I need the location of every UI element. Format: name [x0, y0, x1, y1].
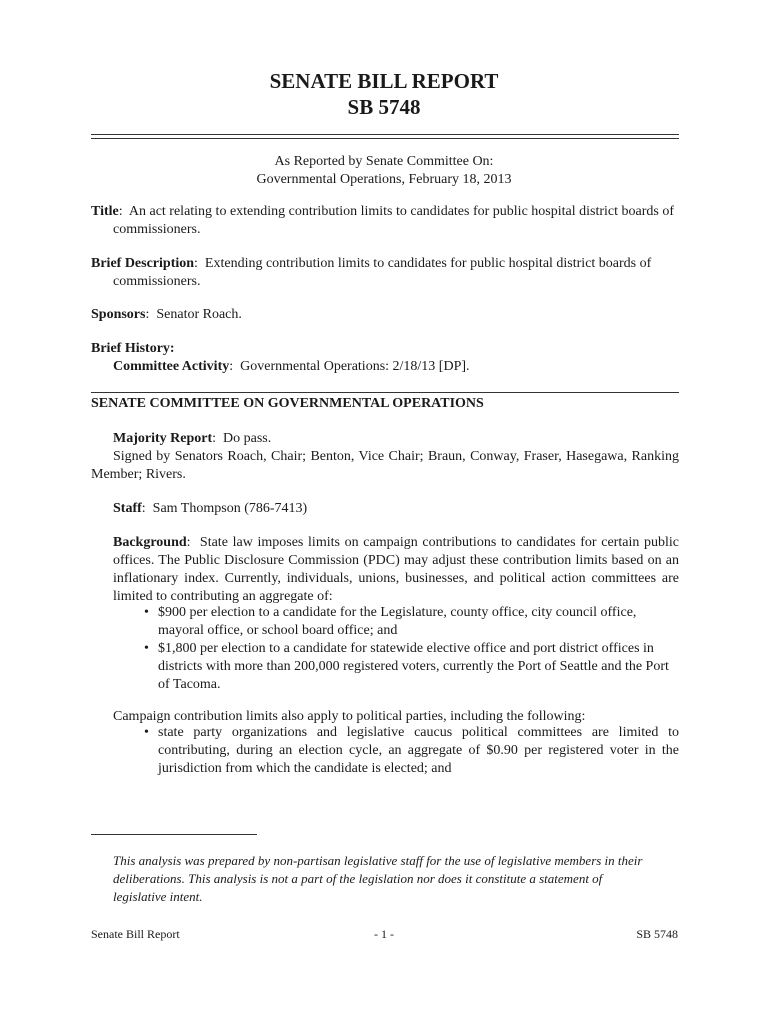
bullet-icon: •: [144, 725, 149, 740]
report-title: SENATE BILL REPORT: [269, 69, 499, 93]
title-field: Title: An act relating to extending contribution limits to candidates for public hospital district boards of commissioners.: [91, 204, 674, 237]
list-item: [137, 604, 679, 640]
footnote-separator: [91, 834, 257, 835]
signed-by: Signed by Senators Roach, Chair; Benton, Vice Chair; Braun, Conway, Fraser, Hasegawa, Ranking Member; Rivers.: [91, 449, 679, 482]
committee-activity-text: Governmental Operations: 2/18/13 [DP].: [240, 359, 470, 374]
list-item: [137, 640, 679, 694]
title-label: Title: [91, 204, 119, 219]
majority-report-label: Majority Report: [113, 431, 213, 446]
parties-intro: Campaign contribution limits also apply to political parties, including the following:: [113, 709, 586, 724]
reported-by-line: As Reported by Senate Committee On:: [274, 154, 494, 169]
majority-report: Majority Report: Do pass.: [113, 431, 272, 446]
committee-activity-label: Committee Activity: [113, 359, 230, 374]
list-item: [137, 724, 679, 778]
committee-heading: SENATE COMMITTEE ON GOVERNMENTAL OPERATIONS: [91, 396, 484, 411]
committee-activity-field: Committee Activity: Governmental Operations: 2/18/13 [DP].: [113, 359, 470, 374]
brief-description-label: Brief Description: [91, 256, 195, 271]
list-item-text: state party organizations and legislative caucus political committees are limited to contributing, during an election cycle, an aggregate of $0.90 per registered voter in the jurisdiction from which the candidate is elected; and: [158, 725, 679, 776]
bullet-icon: •: [144, 605, 149, 620]
background-paragraph: Background: State law imposes limits on campaign contributions to candidates for certain public offices. The Public Disclosure Commission (PDC) may adjust these contribution limits based on an inflationary index. Currently, individuals, unions, businesses, and political action committees are limited to contributing an aggregate of:: [113, 535, 680, 604]
majority-report-text: Do pass.: [223, 431, 272, 446]
list-item-text: $1,800 per election to a candidate for statewide elective office and port district offices in districts with more than 200,000 registered voters, currently the Port of Seattle and the Port of Tacoma.: [158, 641, 669, 692]
footer-right: SB 5748: [636, 927, 678, 941]
title-text: An act relating to extending contribution limits to candidates for public hospital district boards of commissioners.: [113, 204, 674, 237]
reported-committee-date: Governmental Operations, February 18, 2013: [256, 172, 512, 187]
list-item-text: $900 per election to a candidate for the Legislature, county office, city council office, mayoral office, or school board office; and: [158, 605, 637, 638]
bullet-icon: •: [144, 641, 149, 656]
sponsors-field: Sponsors: Senator Roach.: [91, 307, 242, 322]
brief-description-text: Extending contribution limits to candidates for public hospital district boards of commissioners.: [113, 256, 652, 289]
staff-field: Staff: Sam Thompson (786-7413): [113, 501, 308, 516]
title-rule-bottom: [91, 138, 679, 139]
brief-description-field: Brief Description: Extending contribution limits to candidates for public hospital district boards of commissioners.: [91, 256, 652, 289]
staff-text: Sam Thompson (786-7413): [152, 501, 308, 516]
section-rule: [91, 392, 679, 393]
brief-history-label: Brief History:: [91, 341, 175, 356]
page-number: - 1 -: [374, 927, 394, 941]
party-limits-list: [137, 724, 679, 778]
footnote: This analysis was prepared by non-partisan legislative staff for the use of legislative members in their deliberations. This analysis is not a part of the legislation nor does it constitute a statement of legislative intent.: [113, 853, 643, 904]
background-text: State law imposes limits on campaign contributions to candidates for certain public offices. The Public Disclosure Commission (PDC) may adjust these contribution limits based on an inflationary index. Currently, individuals, unions, businesses, and political action committees are limited to contributing an aggregate of:: [113, 535, 680, 604]
sponsors-text: Senator Roach.: [156, 307, 242, 322]
footer-left: Senate Bill Report: [91, 927, 180, 941]
bill-number: SB 5748: [347, 95, 421, 119]
title-rule-top: [91, 134, 679, 135]
sponsors-label: Sponsors: [91, 307, 146, 322]
staff-label: Staff: [113, 501, 142, 516]
contribution-limits-list: [137, 604, 679, 694]
background-label: Background: [113, 535, 187, 550]
